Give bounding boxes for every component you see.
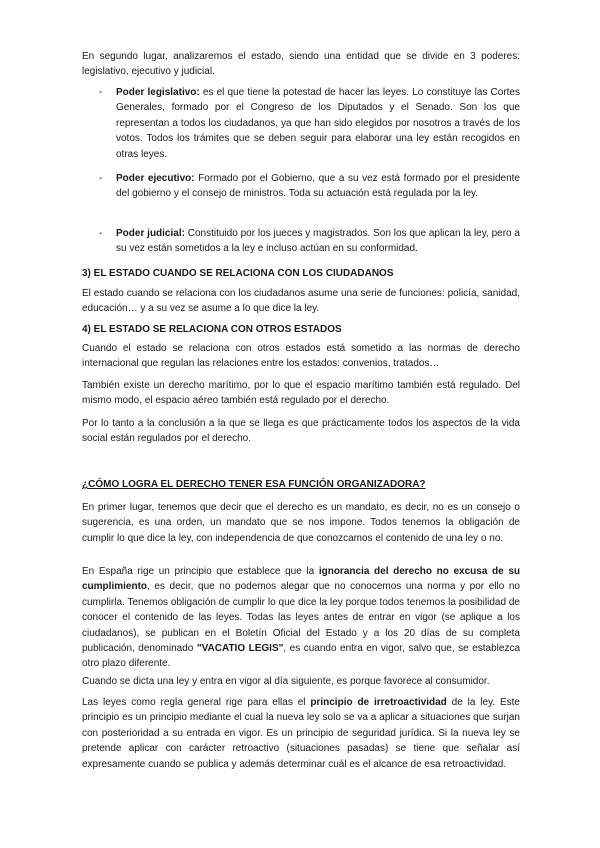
- intro-paragraph: En segundo lugar, analizaremos el estado, siendo una entidad que se divide en 3 poderes: legislativo, ejecutivo y judicial.: [82, 51, 520, 78]
- list-item-judicial: [116, 226, 520, 257]
- bullet-dash: -: [99, 228, 103, 239]
- section-4-heading: 4) EL ESTADO SE RELACIONA CON OTROS ESTADOS: [82, 324, 342, 335]
- desc-judicial: Constituido por los jueces y magistrados. Son los que aplican la ley, pero a su vez están sometidos a la ley e incluso actúan en su conformidad.: [116, 228, 520, 255]
- list-item-ejecutivo: [116, 171, 520, 202]
- question-paragraph-1: En primer lugar, tenemos que decir que el derecho es un mandato, es decir, no es un consejo o sugerencia, es una orden, un mandato que se nos impone. Todos tenemos la obligación de cumplir lo que dice la ley, con independencia de que conozcamos el contenido de una ley o no.: [82, 502, 520, 544]
- bullet-dash: -: [99, 87, 103, 98]
- p2-text-b: , es decir, que no podemos alegar que no conocemos una norma y por ello no cumplirla. Tenemos obligación de cumplir lo que dice la ley porque todos tenemos la posibilidad de conocer el contenido de las leyes. Todas las leyes antes de entrar en vigor (se aplique a los ciudadanos), se publican en el Boletín Oficial del Estado y a los 20 días de su completa publicación, denominado: [82, 581, 520, 655]
- section-4-paragraph-2: También existe un derecho marítimo, por lo que el espacio marítimo también está regulado. Del mismo modo, el espacio aéreo también está regulado por el derecho.: [82, 380, 520, 407]
- p2-bold-principle: ignorancia del derecho no excusa de su cumplimiento: [82, 566, 520, 593]
- section-3-heading: 3) EL ESTADO CUANDO SE RELACIONA CON LOS CIUDADANOS: [82, 268, 394, 279]
- section-3-paragraph: El estado cuando se relaciona con los ciudadanos asume una serie de funciones: policía, sanidad, educación… y a su vez se asume a lo que dice la ley.: [82, 288, 520, 315]
- desc-ejecutivo: Formado por el Gobierno, que a su vez está formado por el presidente del gobierno y el consejo de ministros. Toda su actuación está regulada por la ley.: [116, 173, 520, 200]
- p2-text-a: En España rige un principio que establece que la: [82, 566, 319, 577]
- question-paragraph-2: [82, 564, 520, 672]
- term-ejecutivo: Poder ejecutivo:: [116, 173, 195, 184]
- desc-legislativo: es el que tiene la potestad de hacer las leyes. Lo constituye las Cortes Generales, formado por el Congreso de los Diputados y el Senado. Son los que representan a todos los ciudadanos, ya que han sido elegidos por nosotros a través de los votos. Todos los trámites que se deben seguir para elaborar una ley están recogidos en otras leyes.: [116, 87, 520, 160]
- question-paragraph-4: [82, 695, 520, 772]
- section-4-paragraph-3: Por lo tanto a la conclusión a la que se llega es que prácticamente todos los aspectos de la vida social están regulados por el derecho.: [82, 418, 520, 445]
- term-judicial: Poder judicial:: [116, 228, 185, 239]
- question-heading: ¿CÓMO LOGRA EL DERECHO TENER ESA FUNCIÓN ORGANIZADORA?: [82, 479, 426, 490]
- list-item-legislativo: [116, 85, 520, 162]
- p4-text-b: de la ley. Este principio es un principio mediante el cual la nueva ley solo se va a aplicar a situaciones que surjan con posterioridad a su entrada en vigor. Es un principio de seguridad jurídica. Si la nueva ley se pretende aplicar con carácter retroactivo (situaciones pasadas) se tiene que señalar así expresamente cuando se publica y además determinar cuál es el alcance de esa retroactividad.: [82, 697, 520, 770]
- section-4-paragraph-1: Cuando el estado se relaciona con otros estados está sometido a las normas de derecho internacional que regulan las relaciones entre los estados: convenios, tratados…: [82, 343, 520, 370]
- p2-bold-vacatio: "VACATIO LEGIS": [196, 643, 284, 655]
- term-legislativo: Poder legislativo:: [116, 87, 200, 98]
- p4-text-a: Las leyes como regla general rige para ellas el: [82, 697, 311, 708]
- p4-bold-principle: principio de irretroactividad: [310, 697, 447, 708]
- bullet-dash: -: [99, 173, 103, 184]
- p2-text-c: , es cuando entra en vigor, salvo que, se establezca otro plazo diferente.: [82, 643, 521, 670]
- question-paragraph-3: Cuando se dicta una ley y entra en vigor al día siguiente, es porque favorece al consumidor.: [82, 676, 490, 687]
